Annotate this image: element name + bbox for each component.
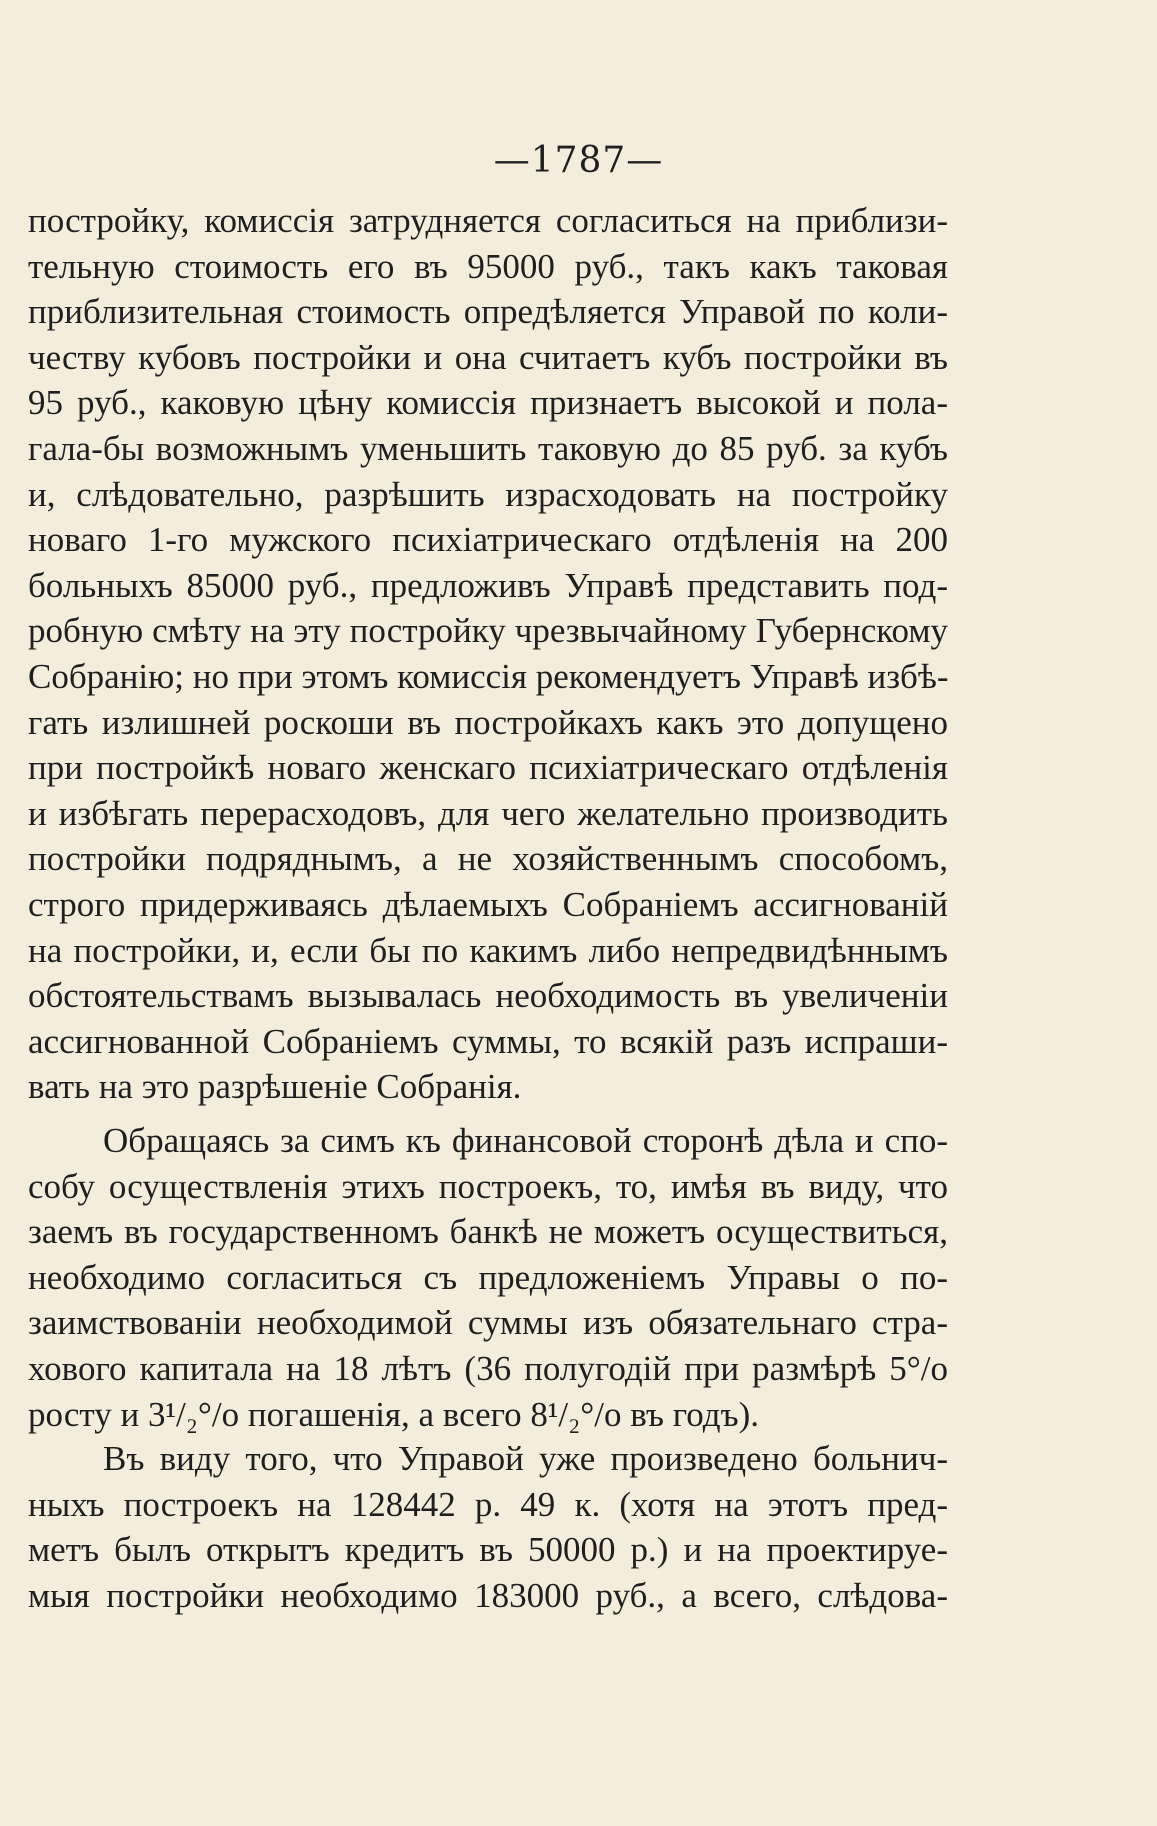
text-line: Собранію; но при этомъ комиссія рекомендуетъ Управѣ избѣ- — [28, 656, 949, 696]
text-line: Въ виду того, что Управой уже произведено больнич- — [103, 1439, 948, 1478]
text-line: 95 руб., каковую цѣну комиссія признаетъ высокой и пола- — [28, 383, 948, 423]
body-text — [28, 198, 948, 1110]
text-line: мыя постройки необходимо 183000 руб., а всего, слѣдова- — [28, 1575, 948, 1615]
text-line: робную смѣту на эту постройку чрезвычайному Губернскому — [28, 611, 948, 651]
text-line: и избѣгать перерасходовъ, для чего желательно производить — [28, 793, 948, 833]
text-line: Обращаясь за симъ къ финансовой сторонѣ дѣла и спо- — [103, 1121, 948, 1160]
text-line: приблизительная стоимость опредѣляется Управой по коли- — [28, 292, 948, 332]
text-line: гать излишней роскоши въ постройкахъ какъ это допущено — [28, 702, 948, 742]
text-line: и, слѣдовательно, разрѣшить израсходовать на постройку — [28, 474, 948, 514]
text-line: тельную стоимость его въ 95000 руб., такъ какъ таковая — [28, 246, 948, 286]
paragraph-3 — [28, 1436, 948, 1618]
text-line: постройки подряднымъ, а не хозяйственнымъ способомъ, — [28, 839, 948, 879]
text-line: гала-бы возможнымъ уменьшить таковую до 85 руб. за кубъ — [28, 428, 948, 468]
text-line: новаго 1-го мужского психіатрическаго отдѣленія на 200 — [28, 520, 948, 560]
text-line: вать на это разрѣшеніе Собранія. — [28, 1067, 522, 1107]
text-line: на постройки, и, если бы по какимъ либо непредвидѣннымъ — [28, 930, 948, 970]
paragraph-2 — [28, 1118, 948, 1437]
text-line: обстоятельствамъ вызывалась необходимость въ увеличеніи — [28, 976, 948, 1016]
page-number: —1787— — [493, 140, 664, 181]
body-text-2 — [28, 1118, 948, 1437]
text-line: ныхъ построекъ на 128442 р. 49 к. (хотя на этотъ пред- — [28, 1484, 948, 1524]
text-line: заимствованіи необходимой суммы изъ обязательнаго стра- — [28, 1303, 948, 1343]
text-line: заемъ въ государственномъ банкѣ не можетъ осуществиться, — [28, 1212, 948, 1252]
text-line: метъ былъ открытъ кредитъ въ 50000 р.) и на проектируе- — [28, 1530, 948, 1570]
text-line: росту и 3¹/₂°/о погашенія, а всего 8¹/₂°/о въ годъ). — [28, 1394, 760, 1434]
text-line: ассигнованной Собраніемъ суммы, то всякій разъ испраши- — [28, 1021, 948, 1061]
text-line: собу осуществленія этихъ построекъ, то, имѣя въ виду, что — [28, 1166, 948, 1206]
text-line: необходимо согласиться съ предложеніемъ Управы о по- — [28, 1257, 948, 1297]
text-line: хового капитала на 18 лѣтъ (36 полугодій при размѣрѣ 5°/о — [28, 1348, 948, 1388]
text-line: больныхъ 85000 руб., предложивъ Управѣ представить под- — [28, 565, 948, 605]
paragraph-1 — [28, 198, 948, 1110]
text-line: строго придерживаясь дѣлаемыхъ Собраніемъ ассигнованій — [28, 884, 948, 924]
text-line: постройку, комиссія затрудняется согласиться на приблизи- — [28, 201, 948, 240]
text-line: честву кубовъ постройки и она считаетъ кубъ постройки въ — [28, 337, 948, 377]
text-line: при постройкѣ новаго женскаго психіатрическаго отдѣленія — [28, 748, 948, 788]
body-text-3 — [28, 1436, 948, 1618]
